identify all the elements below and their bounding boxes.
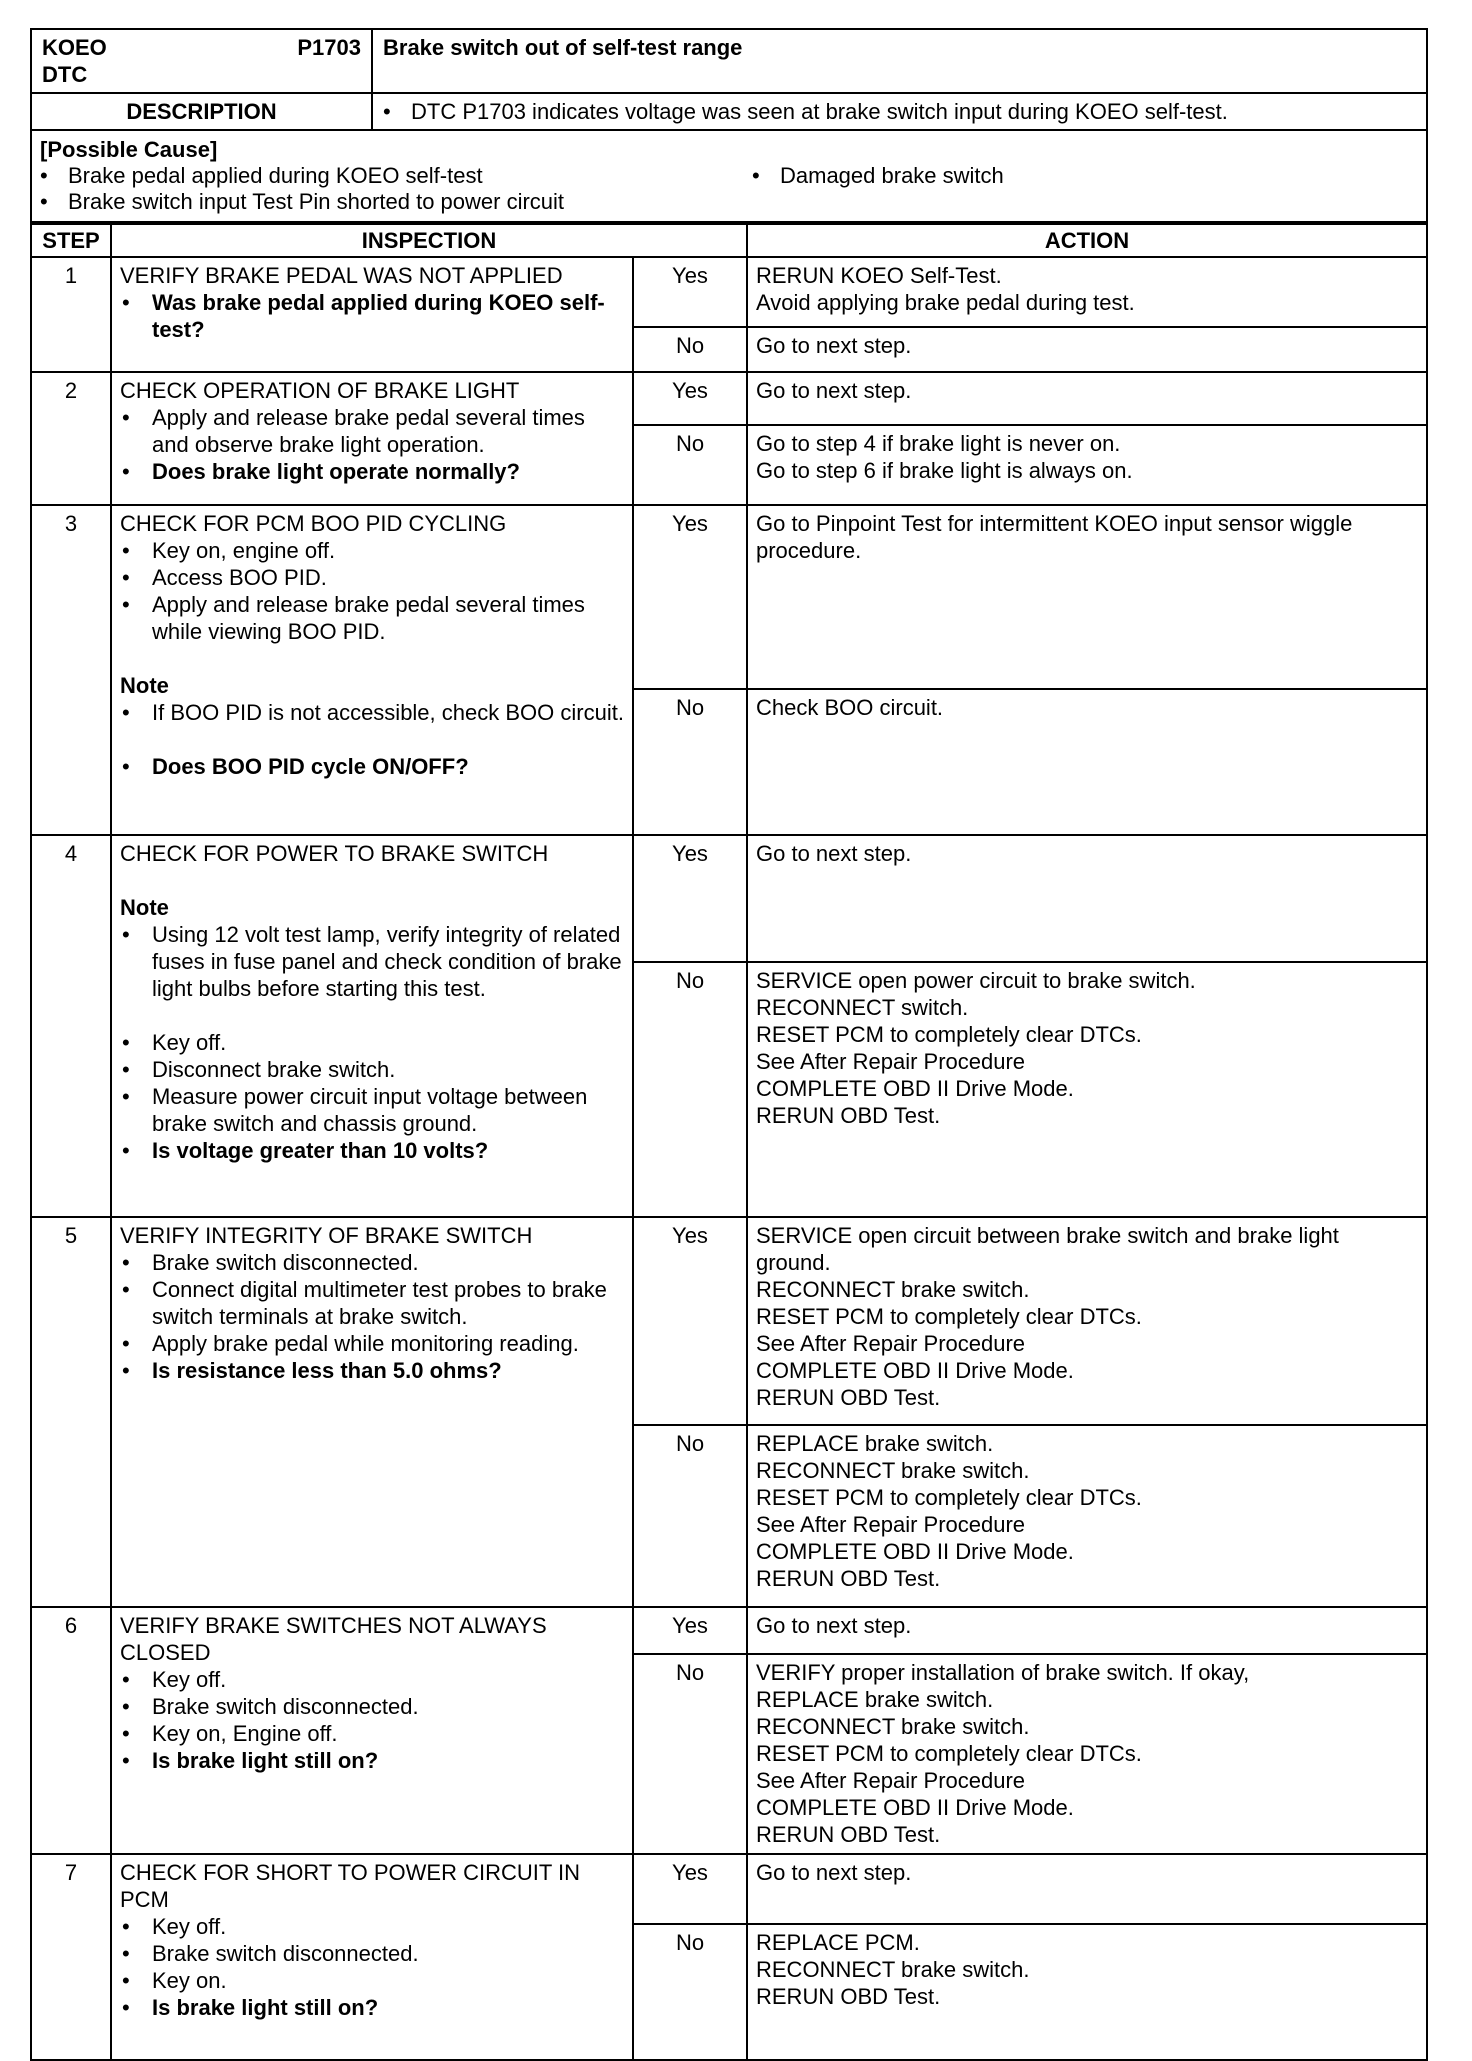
inspection-cell [111, 505, 633, 835]
action-line: REPLACE PCM. [756, 1930, 920, 1955]
note-title: Note [120, 673, 169, 698]
possible-cause-box [30, 131, 1428, 223]
code-label-dtc: DTC [42, 62, 88, 87]
col-header-action: ACTION [747, 224, 1427, 257]
inspection-cell [111, 257, 633, 372]
answer-yes: Yes [633, 1607, 747, 1654]
action-line: RERUN KOEO Self-Test. [756, 263, 1002, 288]
step-row [31, 257, 1427, 327]
no-action-cell [747, 962, 1427, 1217]
dtc-header [30, 28, 1428, 131]
inspection-bullet: • Using 12 volt test lamp, verify integrity of related fuses in fuse panel and check condition of brake light bulbs before starting this test. [122, 922, 622, 1001]
action-line: Go to next step. [756, 1613, 912, 1638]
step-number: 5 [31, 1217, 111, 1607]
inspection-bullet: • Apply brake pedal while monitoring reading. [122, 1331, 579, 1356]
step-row [31, 1854, 1427, 1924]
inspection-heading: VERIFY BRAKE PEDAL WAS NOT APPLIED [120, 263, 563, 288]
inspection-cell [111, 835, 633, 1217]
step-number: 4 [31, 835, 111, 1217]
inspection-cell [111, 1854, 633, 2060]
code-label-koeo: KOEO [42, 35, 107, 60]
action-line: RECONNECT brake switch. [756, 1957, 1030, 1982]
yes-action-cell [747, 835, 1427, 962]
inspection-bullet: • Key on, engine off. [122, 538, 336, 563]
inspection-bullet: • Brake switch disconnected. [122, 1250, 419, 1275]
action-line: COMPLETE OBD II Drive Mode. [756, 1539, 1074, 1564]
action-line: RERUN OBD Test. [756, 1566, 941, 1591]
cause-item: • Damaged brake switch [752, 163, 1004, 188]
action-line: See After Repair Procedure [756, 1331, 1026, 1356]
action-line: RERUN OBD Test. [756, 1822, 941, 1847]
answer-yes: Yes [633, 1854, 747, 1924]
inspection-cell [111, 372, 633, 505]
answer-no: No [633, 962, 747, 1217]
action-line: RECONNECT brake switch. [756, 1714, 1030, 1739]
answer-yes: Yes [633, 835, 747, 962]
description-label: DESCRIPTION [31, 93, 372, 130]
answer-yes: Yes [633, 505, 747, 689]
inspection-table [30, 223, 1428, 2061]
step-row [31, 372, 1427, 425]
inspection-bullet: • Key on, Engine off. [122, 1721, 338, 1746]
action-line: Go to next step. [756, 333, 912, 358]
inspection-heading: VERIFY INTEGRITY OF BRAKE SWITCH [120, 1223, 533, 1248]
possible-cause-title: [Possible Cause] [40, 137, 218, 162]
inspection-bullet: • Connect digital multimeter test probes to brake switch terminals at brake switch. [122, 1277, 607, 1329]
step-row [31, 1217, 1427, 1425]
no-action-cell [747, 1425, 1427, 1607]
action-line: REPLACE brake switch. [756, 1431, 994, 1456]
action-line: See After Repair Procedure [756, 1768, 1026, 1793]
action-line: RECONNECT brake switch. [756, 1458, 1030, 1483]
dtc-title: Brake switch out of self-test range [372, 29, 1427, 93]
step-number: 3 [31, 505, 111, 835]
yes-action-cell [747, 1854, 1427, 1924]
action-line: SERVICE open circuit between brake switch and brake light ground. [756, 1223, 1339, 1275]
inspection-bullet: • If BOO PID is not accessible, check BOO circuit. [122, 700, 624, 725]
step-row [31, 835, 1427, 962]
inspection-heading: CHECK FOR SHORT TO POWER CIRCUIT IN PCM [120, 1860, 581, 1912]
step-number: 6 [31, 1607, 111, 1854]
inspection-heading: CHECK OPERATION OF BRAKE LIGHT [120, 378, 520, 403]
dtc-document [30, 28, 1428, 2061]
action-line: Avoid applying brake pedal during test. [756, 290, 1135, 315]
step-row [31, 505, 1427, 689]
answer-no: No [633, 425, 747, 505]
inspection-heading: CHECK FOR PCM BOO PID CYCLING [120, 511, 507, 536]
step-number: 2 [31, 372, 111, 505]
answer-yes: Yes [633, 257, 747, 327]
inspection-bullet: • Was brake pedal applied during KOEO self-test? [122, 290, 605, 342]
action-line: RERUN OBD Test. [756, 1103, 941, 1128]
action-line: COMPLETE OBD II Drive Mode. [756, 1076, 1074, 1101]
table-header-row [31, 224, 1427, 257]
yes-action-cell [747, 505, 1427, 689]
inspection-bullet: • Key off. [122, 1914, 227, 1939]
answer-no: No [633, 1425, 747, 1607]
action-line: SERVICE open power circuit to brake switch. [756, 968, 1196, 993]
no-action-cell [747, 1924, 1427, 2060]
action-line: COMPLETE OBD II Drive Mode. [756, 1358, 1074, 1383]
inspection-bullet: • Apply and release brake pedal several times and observe brake light operation. [122, 405, 585, 457]
action-line: RESET PCM to completely clear DTCs. [756, 1485, 1142, 1510]
answer-no: No [633, 1924, 747, 2060]
step-row [31, 1607, 1427, 1654]
action-line: See After Repair Procedure [756, 1512, 1026, 1537]
answer-no: No [633, 1654, 747, 1854]
action-line: RECONNECT switch. [756, 995, 969, 1020]
action-line: RESET PCM to completely clear DTCs. [756, 1304, 1142, 1329]
action-line: Check BOO circuit. [756, 695, 944, 720]
inspection-bullet: • Key on. [122, 1968, 227, 1993]
inspection-bullet: • Does brake light operate normally? [122, 459, 520, 484]
inspection-bullet: • Is resistance less than 5.0 ohms? [122, 1358, 502, 1383]
inspection-heading: VERIFY BRAKE SWITCHES NOT ALWAYS CLOSED [120, 1613, 547, 1665]
inspection-bullet: • Is voltage greater than 10 volts? [122, 1138, 489, 1163]
action-line: RESET PCM to completely clear DTCs. [756, 1741, 1142, 1766]
step-number: 1 [31, 257, 111, 372]
description-cell: • DTC P1703 indicates voltage was seen at brake switch input during KOEO self-test. [372, 93, 1427, 130]
action-line: VERIFY proper installation of brake switch. If okay, [756, 1660, 1250, 1685]
yes-action-cell [747, 257, 1427, 327]
answer-yes: Yes [633, 372, 747, 425]
yes-action-cell [747, 1607, 1427, 1654]
inspection-bullet: • Brake switch disconnected. [122, 1694, 419, 1719]
answer-no: No [633, 327, 747, 372]
inspection-bullet: • Access BOO PID. [122, 565, 327, 590]
answer-yes: Yes [633, 1217, 747, 1425]
inspection-bullet: • Is brake light still on? [122, 1748, 379, 1773]
inspection-bullet: • Is brake light still on? [122, 1995, 379, 2020]
dtc-code-cell [31, 29, 372, 93]
inspection-bullet: • Disconnect brake switch. [122, 1057, 396, 1082]
note-title: Note [120, 895, 169, 920]
action-line: COMPLETE OBD II Drive Mode. [756, 1795, 1074, 1820]
inspection-bullet: • Key off. [122, 1030, 227, 1055]
inspection-cell [111, 1607, 633, 1854]
inspection-bullet: • Does BOO PID cycle ON/OFF? [122, 754, 469, 779]
action-line: Go to step 6 if brake light is always on. [756, 458, 1133, 483]
no-action-cell [747, 425, 1427, 505]
dtc-code: P1703 [297, 35, 361, 60]
inspection-bullet: • Apply and release brake pedal several times while viewing BOO PID. [122, 592, 585, 644]
col-header-inspection: INSPECTION [111, 224, 747, 257]
action-line: See After Repair Procedure [756, 1049, 1026, 1074]
inspection-bullet: • Brake switch disconnected. [122, 1941, 419, 1966]
description-text: DTC P1703 indicates voltage was seen at brake switch input during KOEO self-test. [411, 99, 1228, 124]
cause-item: • Brake pedal applied during KOEO self-test [40, 163, 483, 188]
action-line: RERUN OBD Test. [756, 1385, 941, 1410]
inspection-heading: CHECK FOR POWER TO BRAKE SWITCH [120, 841, 549, 866]
inspection-bullet: • Measure power circuit input voltage between brake switch and chassis ground. [122, 1084, 588, 1136]
action-line: RESET PCM to completely clear DTCs. [756, 1022, 1142, 1047]
action-line: REPLACE brake switch. [756, 1687, 994, 1712]
action-line: Go to next step. [756, 1860, 912, 1885]
action-line: Go to next step. [756, 378, 912, 403]
yes-action-cell [747, 1217, 1427, 1425]
action-line: RERUN OBD Test. [756, 1984, 941, 2009]
cause-item: • Brake switch input Test Pin shorted to power circuit [40, 189, 565, 214]
inspection-bullet: • Key off. [122, 1667, 227, 1692]
action-line: Go to step 4 if brake light is never on. [756, 431, 1121, 456]
no-action-cell [747, 327, 1427, 372]
inspection-cell [111, 1217, 633, 1607]
yes-action-cell [747, 372, 1427, 425]
col-header-step: STEP [31, 224, 111, 257]
action-line: Go to Pinpoint Test for intermittent KOEO input sensor wiggle procedure. [756, 511, 1353, 563]
step-number: 7 [31, 1854, 111, 2060]
answer-no: No [633, 689, 747, 835]
no-action-cell [747, 1654, 1427, 1854]
action-line: Go to next step. [756, 841, 912, 866]
action-line: RECONNECT brake switch. [756, 1277, 1030, 1302]
no-action-cell [747, 689, 1427, 835]
